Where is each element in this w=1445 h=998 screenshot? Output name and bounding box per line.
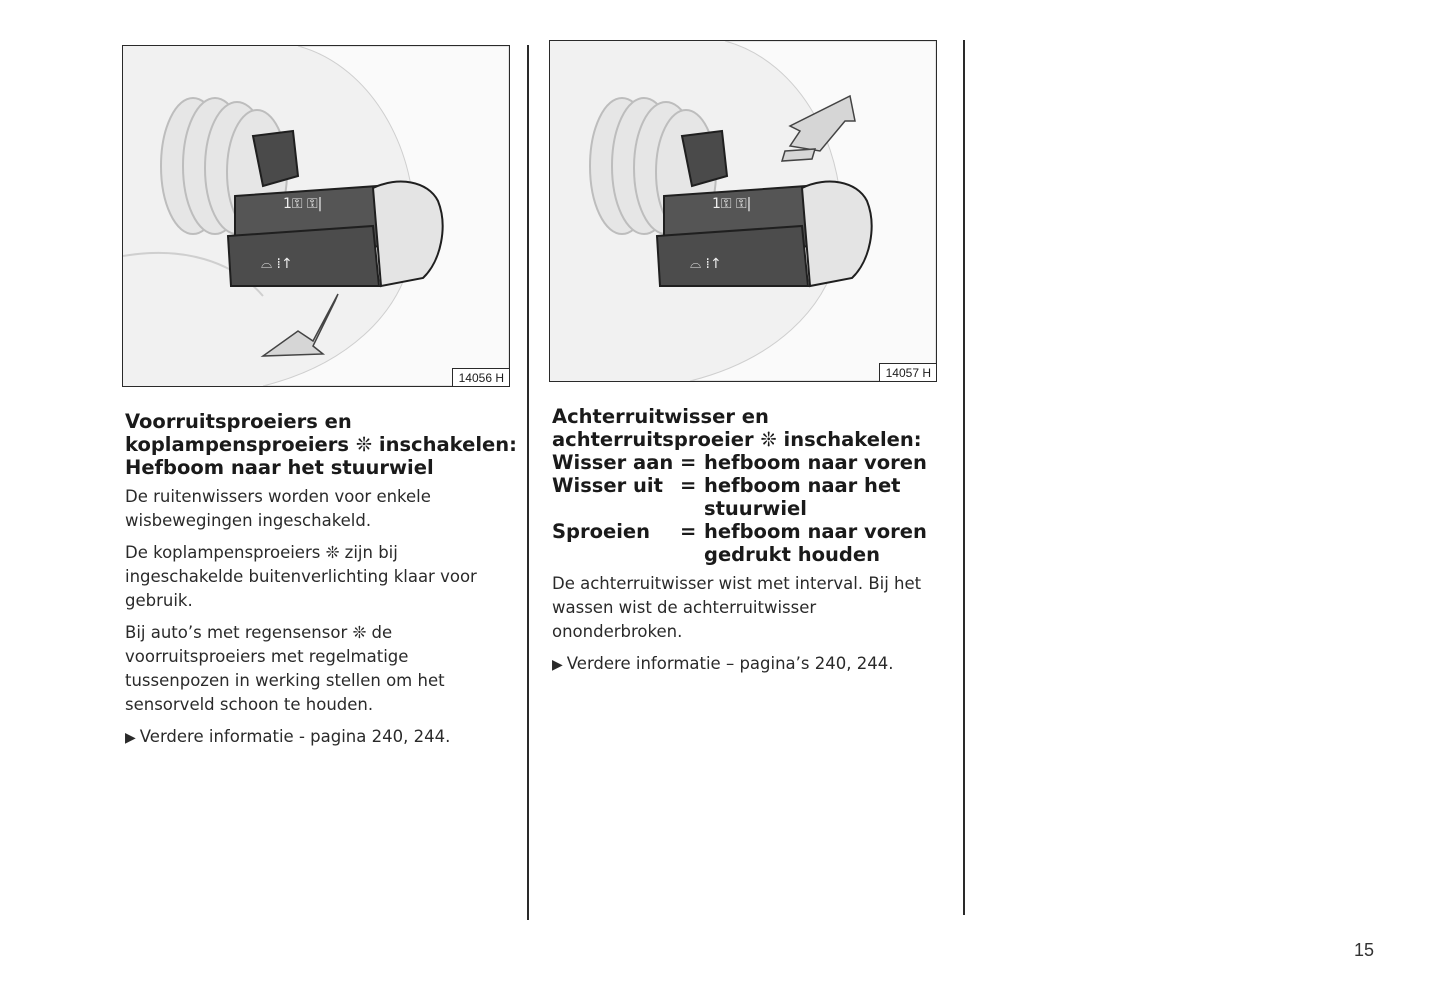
left-paragraph-2: De koplampensproeiers ❊ zijn bij ingeschakelde buitenverlichting klaar voor gebruik. xyxy=(125,543,477,610)
left-heading: Voorruitsproeiers en koplampensproeiers ❊ inschakelen: Hefboom naar het stuurwiel xyxy=(125,410,517,479)
rear-wiper-lever-illustration xyxy=(550,41,936,381)
svg-text:1⚿ ⚿|: 1⚿ ⚿| xyxy=(283,196,323,212)
column-divider-right xyxy=(963,40,965,915)
triangle-bullet-icon: ▶ xyxy=(552,657,563,673)
wiper-lever-illustration xyxy=(123,46,509,386)
right-column xyxy=(552,405,944,685)
right-paragraph: De achterruitwisser wist met interval. Bij het wassen wist de achterruitwisser ononderbroken. xyxy=(552,574,922,641)
svg-text:⌓ ⁞↑: ⌓ ⁞↑ xyxy=(261,256,293,272)
definition-list: Wisser aan = hefboom naar voren Wisser uit = hefboom naar het stuurwiel Sproeien = hefboom naar voren gedrukt houden xyxy=(552,451,927,566)
left-paragraph-1: De ruitenwissers worden voor enkele wisbewegingen ingeschakeld. xyxy=(125,487,431,530)
left-figure-code: 14056 H xyxy=(452,368,509,386)
left-figure xyxy=(122,45,510,387)
svg-text:⌓ ⁞↑: ⌓ ⁞↑ xyxy=(690,256,722,272)
right-figure-code: 14057 H xyxy=(879,363,936,381)
svg-text:1⚿ ⚿|: 1⚿ ⚿| xyxy=(712,196,752,212)
column-divider-left xyxy=(527,45,529,920)
left-column xyxy=(125,410,517,758)
right-figure xyxy=(549,40,937,382)
left-more-info: ▶ Verdere informatie - pagina 240, 244. xyxy=(125,725,517,750)
right-more-info: ▶ Verdere informatie – pagina’s 240, 244. xyxy=(552,652,944,677)
right-heading: Achterruitwisser en achterruitsproeier ❊ inschakelen: xyxy=(552,405,922,451)
arrow-toward-driver-icon xyxy=(263,294,338,356)
triangle-bullet-icon: ▶ xyxy=(125,730,136,746)
left-paragraph-3: Bij auto’s met regensensor ❊ de voorruitsproeiers met regelmatige tussenpozen in werking stellen om het sensorveld schoon te houden. xyxy=(125,623,445,714)
page-number: 15 xyxy=(1354,940,1375,960)
